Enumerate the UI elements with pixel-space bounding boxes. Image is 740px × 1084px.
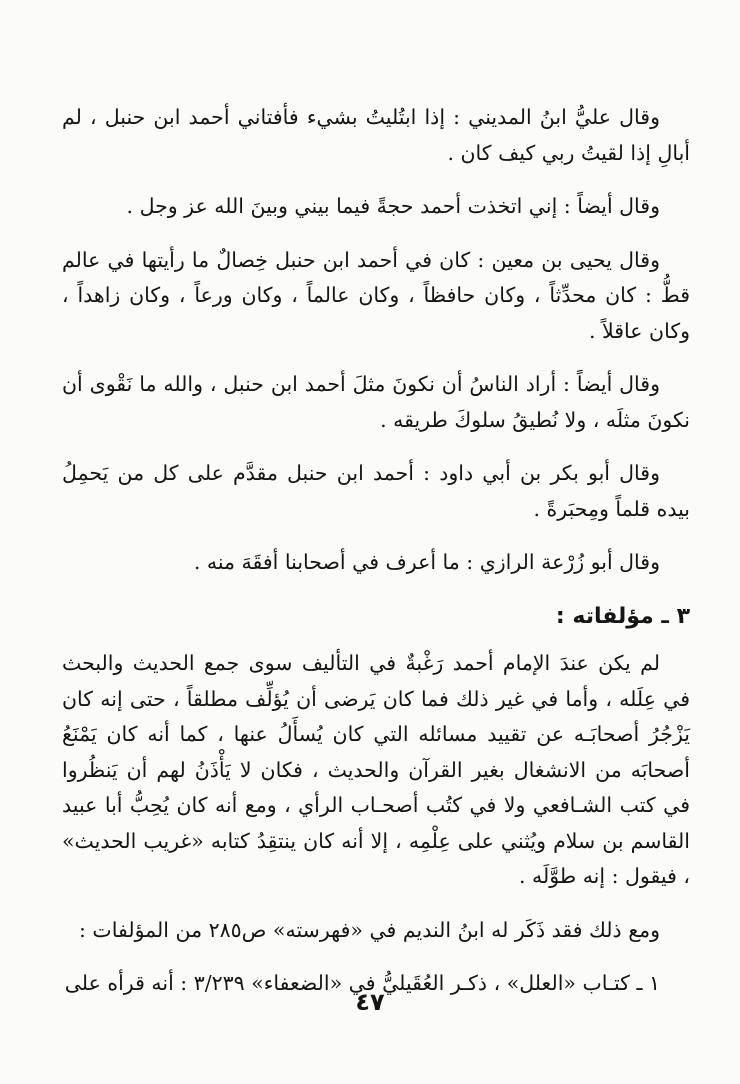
paragraph-authorship: لم يكن عندَ الإمام أحمد رَغْبةٌ في التأليف سوى جمع الحديث والبحث في عِلَله ، وأما في غير ذلك فما كان يَرضى أن يُؤلِّف مطلقاً ، حتى إنه كان يَزْجُرُ أصحابَـه عن تقييد مسائله التي كان يُسأَلُ عنها ، كما أنه كان يَمْنَعُ أصحابَه من الانشغال بغير القرآن والحديث ، فكان لا يَأْذَنُ لهم أن يَنظُروا في كتب الشـافعي ولا في كتُب أصحـاب الرأي ، ومع أنه كان يُحِبُّ أبا عبيد القاسم بن سلام ويُثني على عِلْمِه ، إلا أنه كان ينتقِدُ كتابه «غريب الحديث» ، فيقول : إنه طوَّلَه . — [62, 651, 690, 888]
list-item-al-ilal: ١ ـ كتـاب «العلل» ، ذكـر العُقَيليُّ في «الضعفاء» ٣/٢٣٩ : أنه قرأه على — [64, 971, 660, 995]
paragraph-yahya-also: وقال أيضاً : أراد الناسُ أن نكونَ مثلَ أحمد ابن حنبل ، والله ما نَقْوى أن نكونَ مثلَه ، ولا نُطيقُ سلوكَ طريقه . — [62, 372, 690, 432]
paragraph-ali-ibn-al-madini: وقال عليُّ ابنُ المديني : إذا ابتُليتُ بشيء فأفتاني أحمد ابن حنبل ، لم أبالِ إذا لقيتُ ربي كيف كان . — [62, 105, 690, 165]
paragraph-abu-zura: وقال أبو زُرْعة الرازي : ما أعرف في أصحابنا أفقَهَ منه . — [193, 550, 660, 574]
page-number: ٤٧ — [355, 988, 385, 1016]
main-text — [62, 100, 690, 1020]
paragraph-hujja: وقال أيضاً : إني اتخذت أحمد حجةً فيما بيني وبينَ الله عز وجل . — [126, 194, 660, 218]
section-heading: ٣ ـ مؤلفاته : — [555, 603, 690, 629]
paragraph-yahya-ibn-maeen: وقال يحيى بن معين : كان في أحمد ابن حنبل خِصالٌ ما رأيتها في عالم قطُّ : كان محدِّثاً ، وكان حافظاً ، وكان عالماً ، وكان ورعاً ، وكان زاهداً ، وكان عاقلاً . — [62, 247, 690, 343]
paragraph-ibn-al-nadim: ومع ذلك فقد ذَكَر له ابنُ النديم في «فهرسته» ص٢٨٥ من المؤلفات : — [78, 917, 660, 942]
paragraph-abu-bakr-ibn-abi-dawud: وقال أبو بكر بن أبي داود : أحمد ابن حنبل مقدَّم على كل من يَحمِلُ بيده قلماً ومِحبَرةً . — [62, 461, 690, 521]
